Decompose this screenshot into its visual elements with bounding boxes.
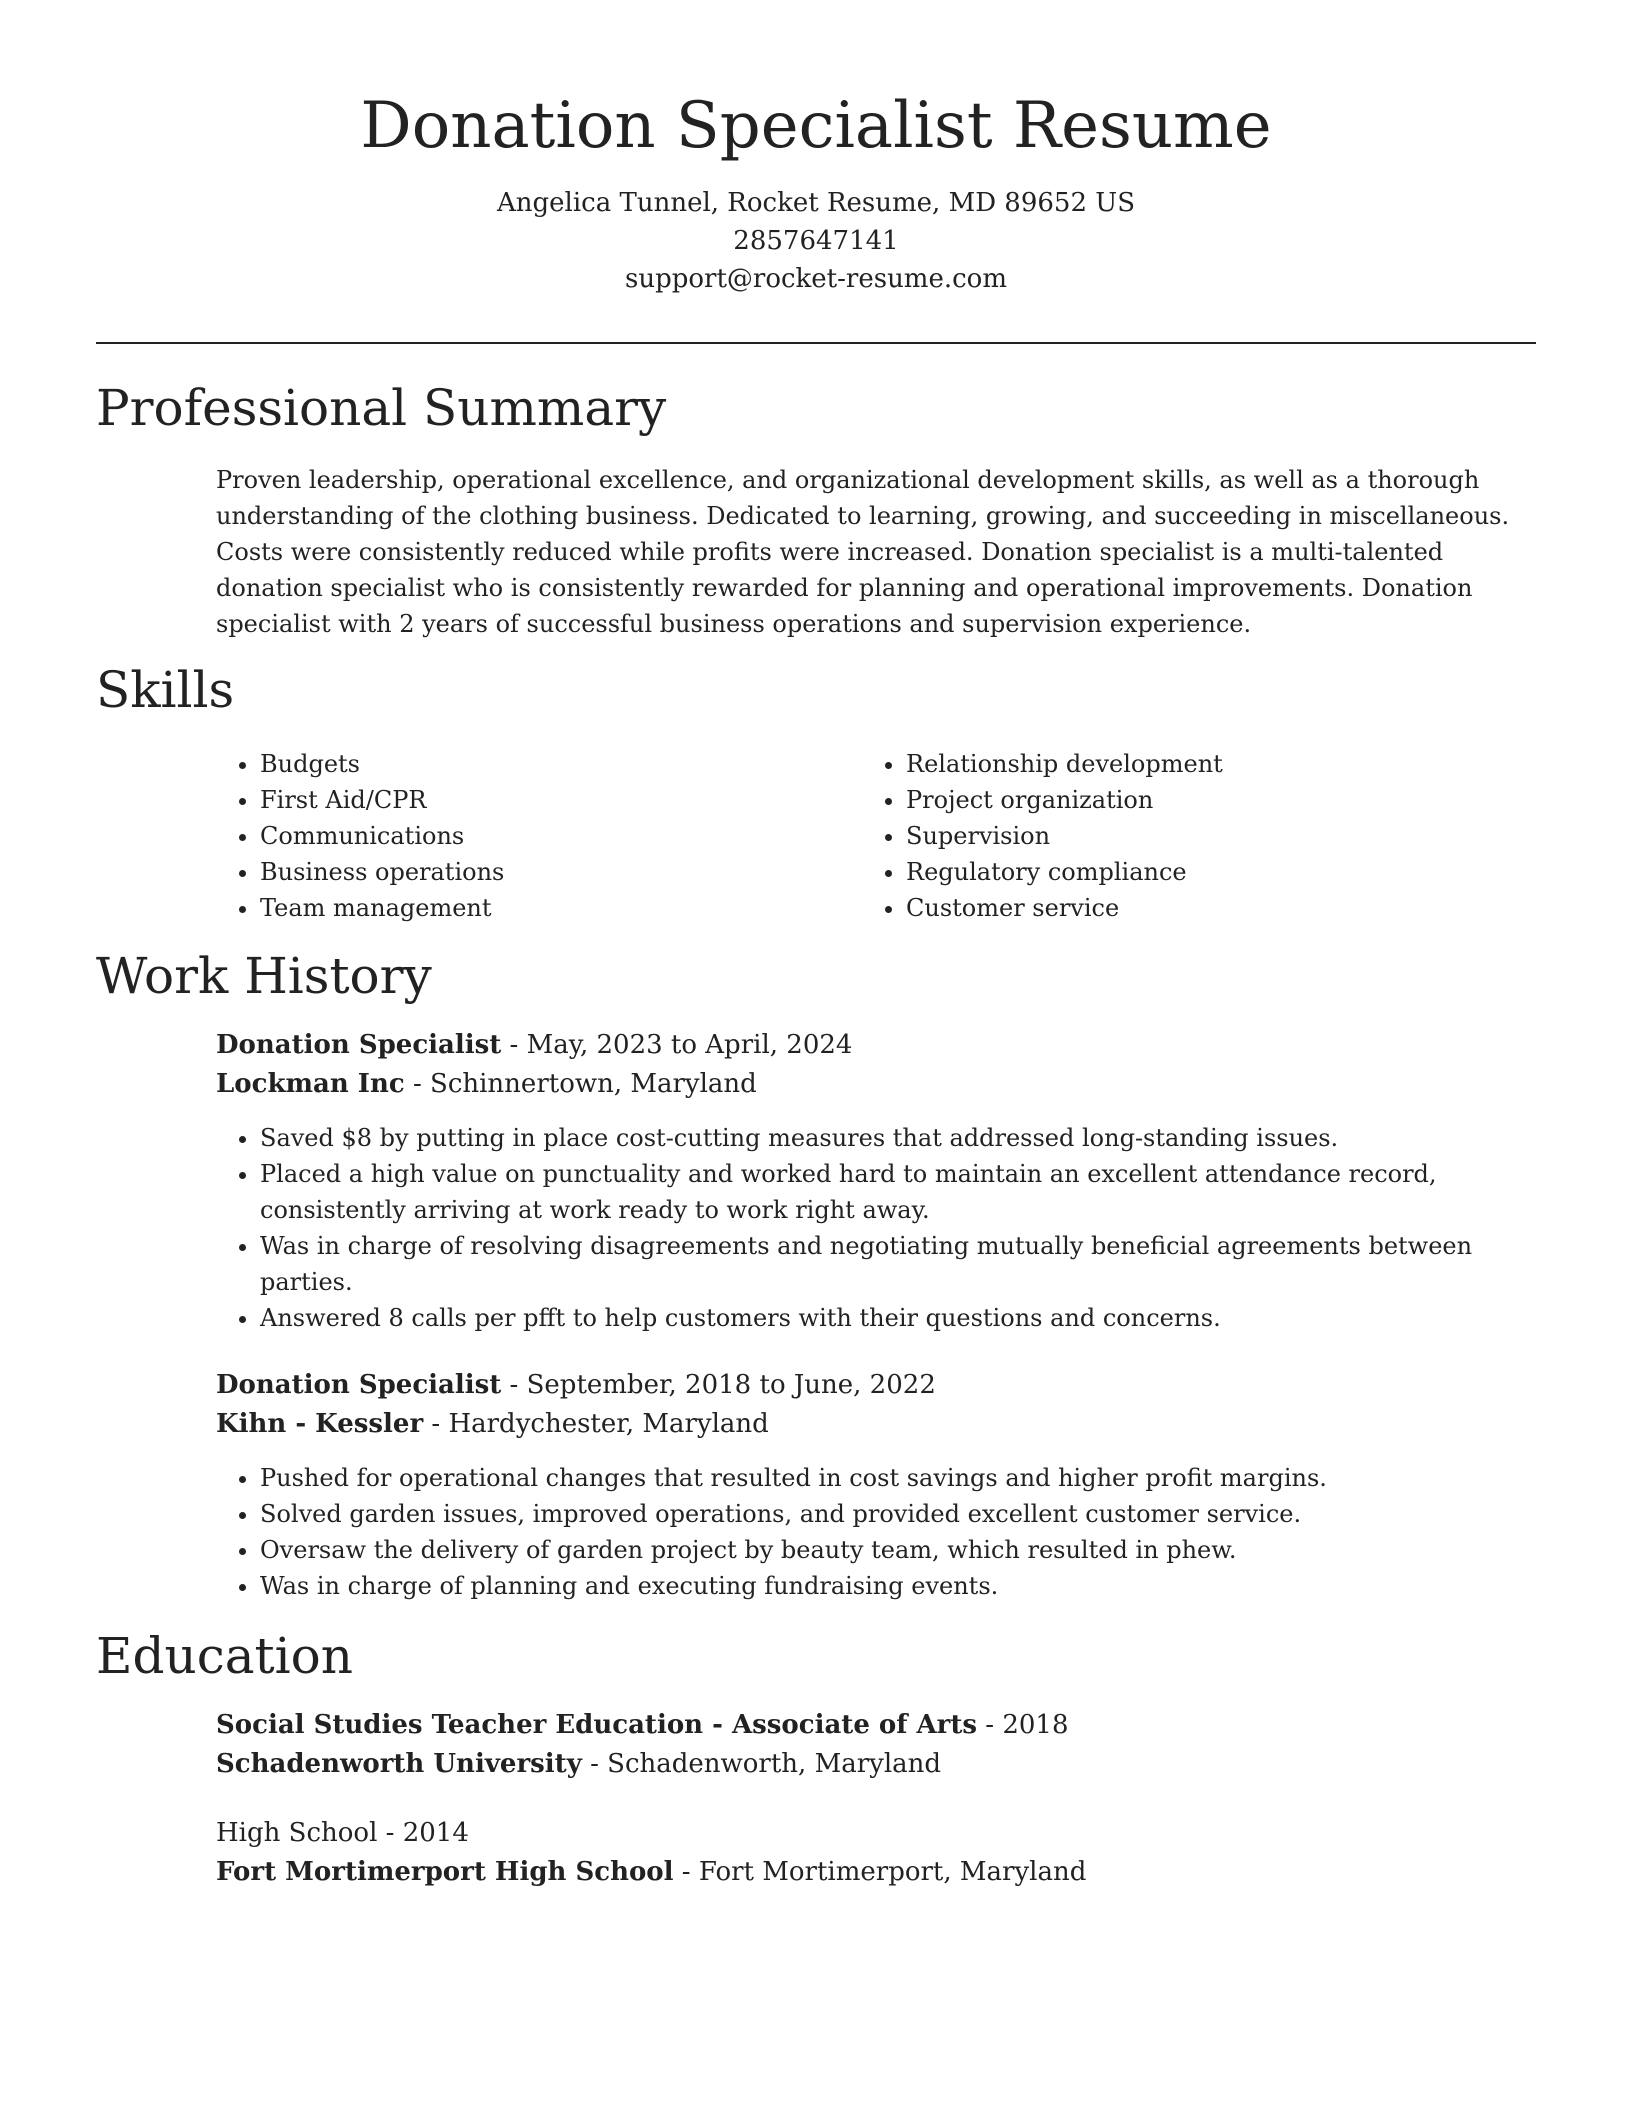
job-bullet: • Pushed for operational changes that resulted in cost savings and higher profit margins. bbox=[260, 1460, 1536, 1496]
skill-item: • Project organization bbox=[906, 782, 1223, 818]
contact-email: support@rocket-resume.com bbox=[624, 264, 1007, 294]
job-title: Donation Specialist bbox=[216, 1370, 502, 1400]
skill-item: • Relationship development bbox=[906, 746, 1223, 782]
education-location: - Schadenworth, Maryland bbox=[581, 1749, 942, 1779]
job-company-line bbox=[216, 1405, 936, 1444]
skill-item: • Communications bbox=[260, 818, 504, 854]
education-program-line bbox=[216, 1814, 1086, 1853]
header-divider bbox=[96, 342, 1536, 344]
resume-header bbox=[0, 80, 1632, 298]
education-entry bbox=[216, 1814, 1086, 1892]
job-dates: - September, 2018 to June, 2022 bbox=[501, 1370, 936, 1400]
education-location: - Fort Mortimerport, Maryland bbox=[673, 1857, 1087, 1887]
education-entry bbox=[216, 1706, 1069, 1784]
education-school: Schadenworth University bbox=[216, 1749, 582, 1779]
job-bullets bbox=[216, 1120, 1536, 1336]
education-school-line bbox=[216, 1853, 1086, 1892]
skill-item: • First Aid/CPR bbox=[260, 782, 504, 818]
job-header bbox=[216, 1026, 852, 1104]
job-dates: - May, 2023 to April, 2024 bbox=[501, 1030, 853, 1060]
job-header bbox=[216, 1366, 936, 1444]
skill-item: • Team management bbox=[260, 890, 504, 926]
job-title: Donation Specialist bbox=[216, 1030, 502, 1060]
education-school: Fort Mortimerport High School bbox=[216, 1857, 674, 1887]
job-bullet: • Was in charge of resolving disagreements and negotiating mutually beneficial agreements between parties. bbox=[260, 1228, 1536, 1300]
job-title-line bbox=[216, 1026, 852, 1065]
education-program: Social Studies Teacher Education - Associate of Arts bbox=[216, 1710, 978, 1740]
job-bullet: • Placed a high value on punctuality and worked hard to maintain an excellent attendance record, consistently arriving at work ready to work right away. bbox=[260, 1156, 1536, 1228]
job-location: - Schinnertown, Maryland bbox=[404, 1069, 757, 1099]
summary-heading: Professional Summary bbox=[96, 379, 667, 437]
contact-phone: 2857647141 bbox=[733, 226, 899, 256]
summary-text: Proven leadership, operational excellence, and organizational development skills, as well as a thorough understanding of the clothing business. Dedicated to learning, growing, and succeeding in miscellaneous. Costs were consistently reduced while profits were increased. Donation specialist is a multi-talented donation specialist who is consistently rewarded for planning and operational improvements. Donation specialist with 2 years of successful business operations and supervision experience. bbox=[216, 466, 1510, 638]
education-year: - 2018 bbox=[977, 1710, 1069, 1740]
skill-item: • Regulatory compliance bbox=[906, 854, 1223, 890]
job-bullet: • Oversaw the delivery of garden project by beauty team, which resulted in phew. bbox=[260, 1532, 1536, 1568]
job-company: Lockman Inc bbox=[216, 1069, 405, 1099]
education-program-line bbox=[216, 1706, 1069, 1745]
skills-list-left bbox=[216, 746, 504, 926]
contact-address: Angelica Tunnel, Rocket Resume, MD 89652 US bbox=[496, 188, 1135, 218]
education-year: - 2014 bbox=[377, 1818, 469, 1848]
job-title-line bbox=[216, 1366, 936, 1405]
job-bullet: • Saved $8 by putting in place cost-cutting measures that addressed long-standing issues. bbox=[260, 1120, 1536, 1156]
job-company-line bbox=[216, 1065, 852, 1104]
job-bullet: • Was in charge of planning and executing fundraising events. bbox=[260, 1568, 1536, 1604]
work-history-heading: Work History bbox=[96, 947, 432, 1005]
skill-item: • Supervision bbox=[906, 818, 1223, 854]
skill-item: • Customer service bbox=[906, 890, 1223, 926]
job-bullet: • Answered 8 calls per pfft to help customers with their questions and concerns. bbox=[260, 1300, 1536, 1336]
education-heading: Education bbox=[96, 1627, 353, 1685]
job-location: - Hardychester, Maryland bbox=[423, 1409, 769, 1439]
resume-title: Donation Specialist Resume bbox=[360, 89, 1272, 163]
skill-item: • Budgets bbox=[260, 746, 504, 782]
education-school-line bbox=[216, 1745, 1069, 1784]
skills-heading: Skills bbox=[96, 661, 235, 719]
skill-item: • Business operations bbox=[260, 854, 504, 890]
education-program: High School bbox=[216, 1818, 378, 1848]
job-bullet: • Solved garden issues, improved operations, and provided excellent customer service. bbox=[260, 1496, 1536, 1532]
job-company: Kihn - Kessler bbox=[216, 1409, 424, 1439]
skills-list-right bbox=[862, 746, 1223, 926]
job-bullets bbox=[216, 1460, 1536, 1604]
